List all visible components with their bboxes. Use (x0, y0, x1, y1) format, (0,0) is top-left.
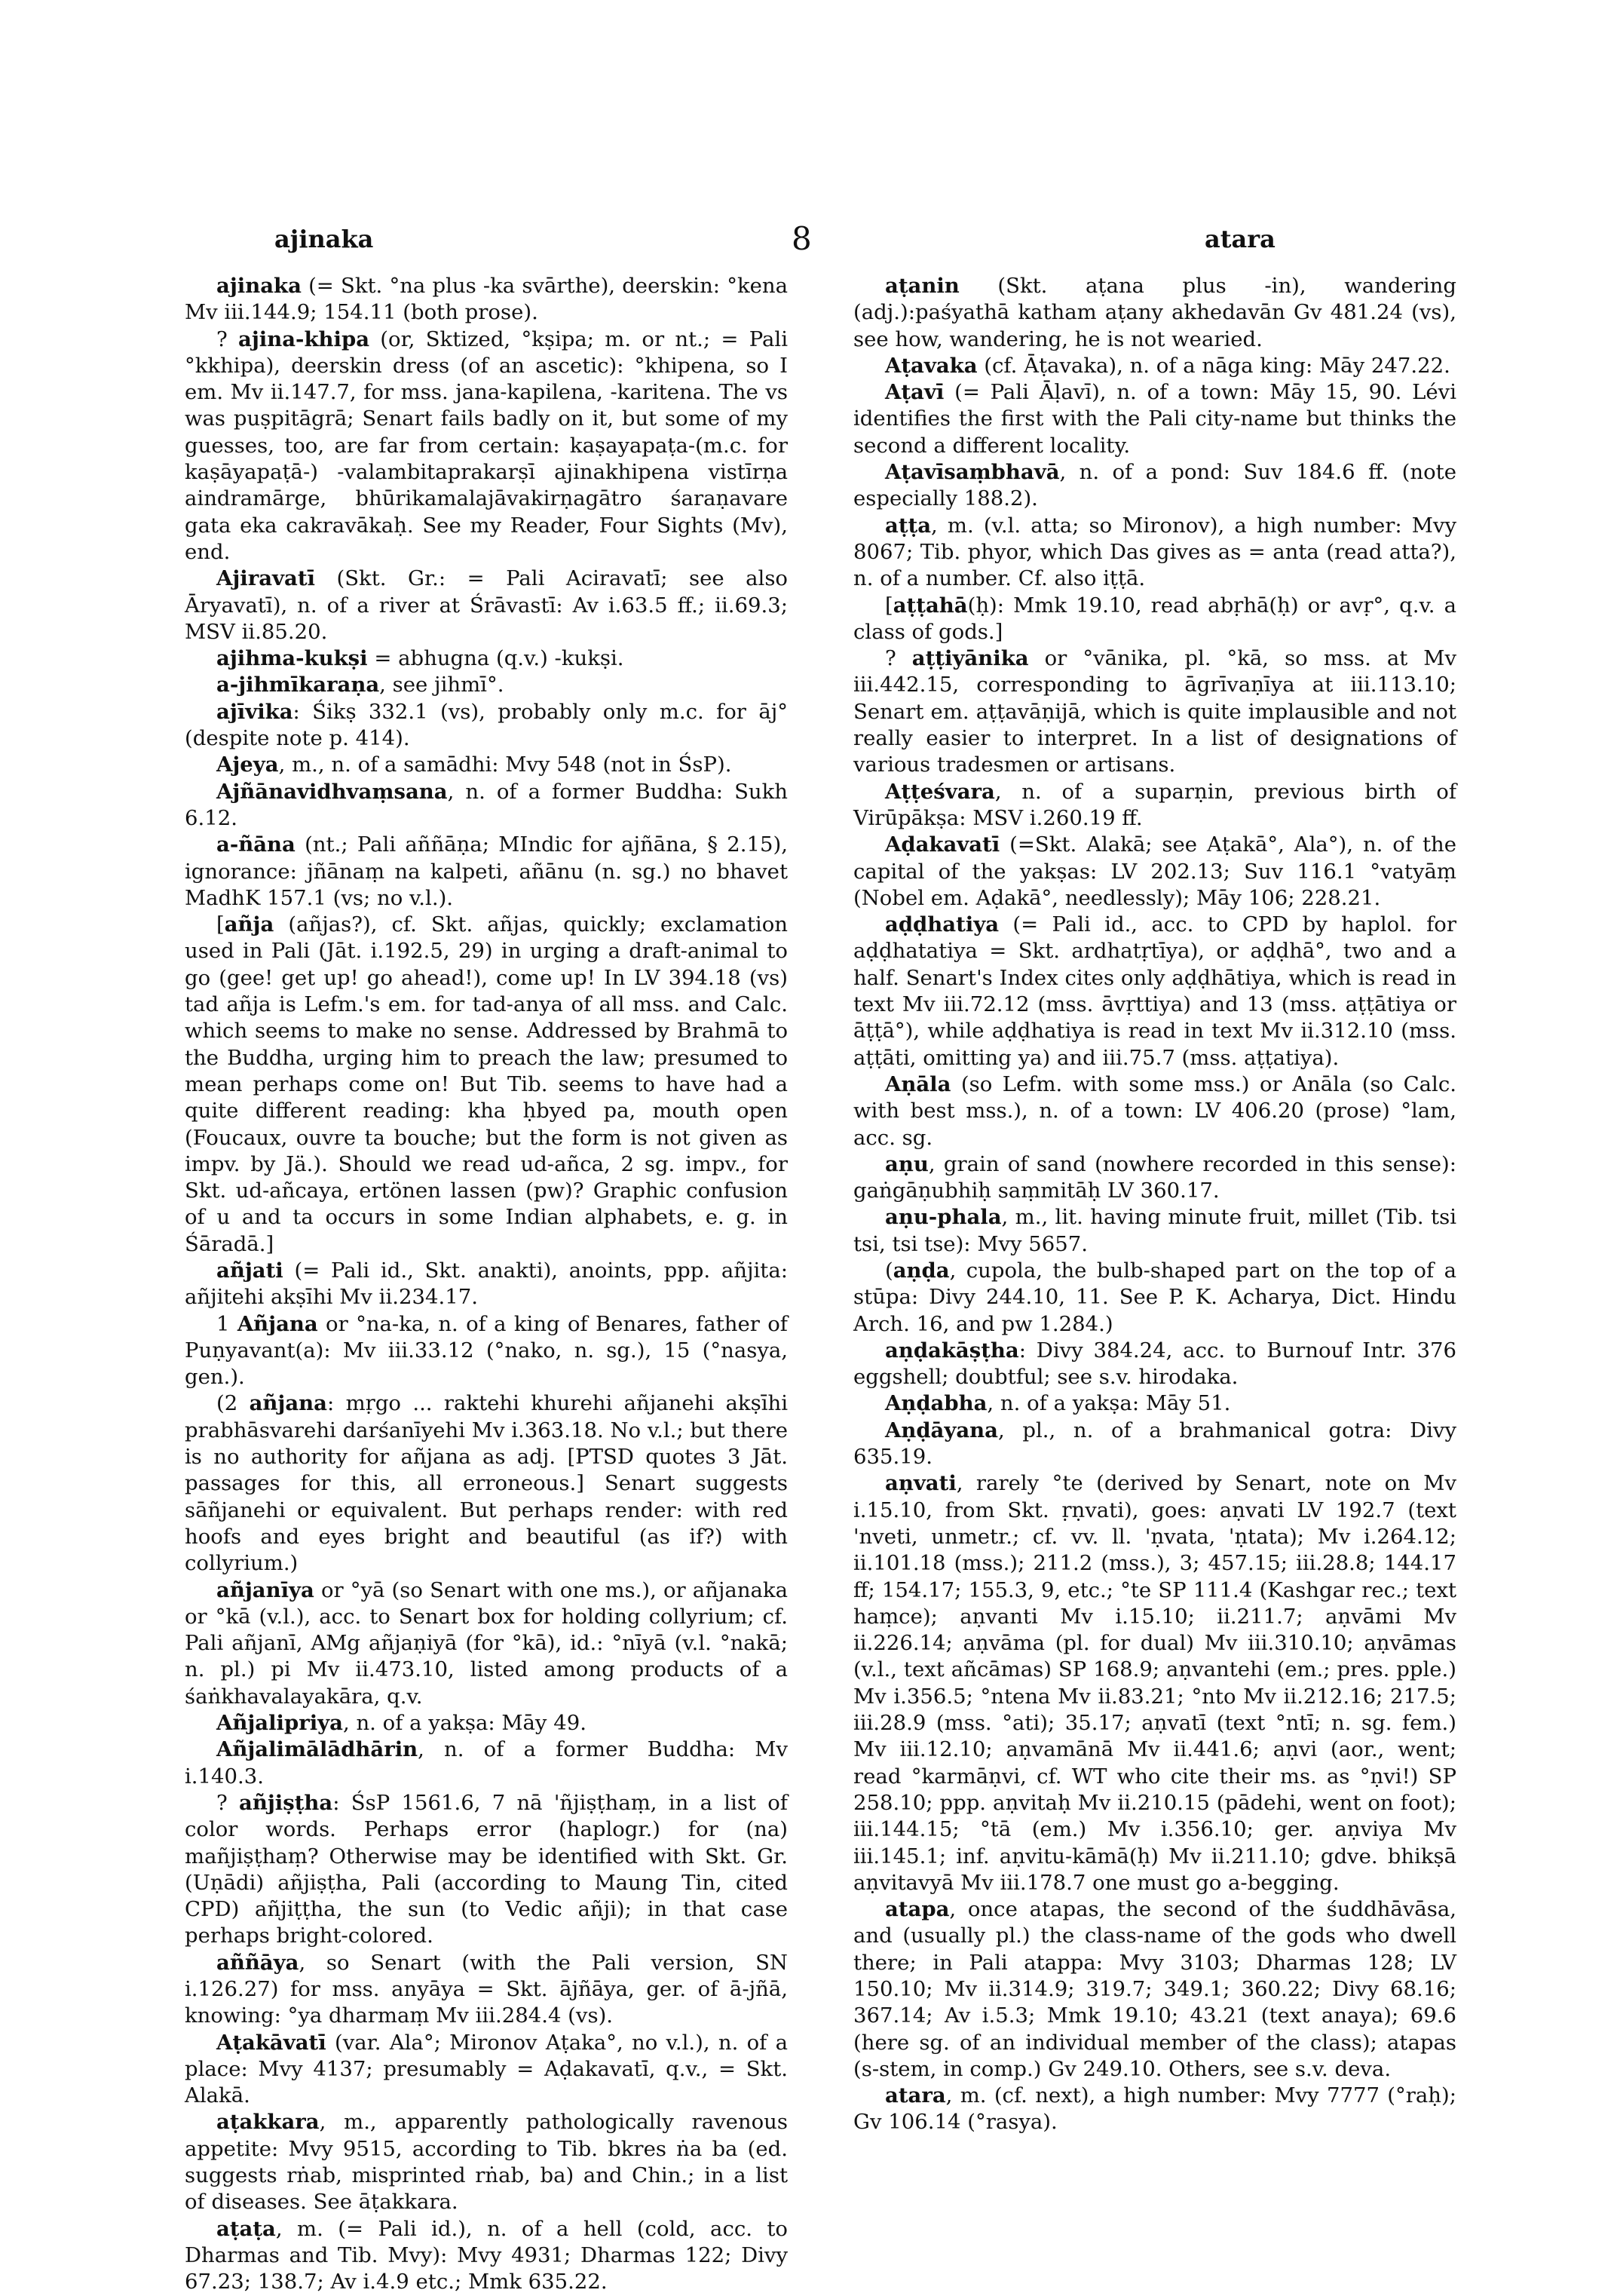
dictionary-entry: Aṇḍāyana, pl., n. of a brahmanical gotra: Divy 635.19. (853, 1418, 1456, 1470)
left-guide-word: ajinaka (274, 225, 374, 253)
dictionary-entry: aṇḍakāṣṭha: Divy 384.24, acc. to Burnouf Intr. 376 eggshell; doubtful; see s.v. hirodaka. (853, 1338, 1456, 1390)
entry-headword: aṭaṭa (216, 2216, 276, 2241)
entry-headword: Ajeya (216, 753, 279, 777)
entry-headword: Aṭavaka (885, 353, 978, 378)
dictionary-entry: Añjalimālādhārin, n. of a former Buddha: Mv i.140.3. (185, 1737, 788, 1789)
entry-headword: ajihma-kukṣi (216, 646, 368, 671)
dictionary-entry: 1 Añjana or °na-ka, n. of a king of Benares, father of Puṇyavant(a): Mv iii.33.12 (°nako, n. sg.), 15 (°nasya, gen.). (185, 1311, 788, 1390)
entry-headword: aṇvati (885, 1471, 957, 1496)
entry-headword: aṭṭahā (893, 593, 968, 618)
dictionary-entry: (aṇḍa, cupola, the bulb-shaped part on the top of a stūpa: Divy 244.10, 11. See P. K. Acharya, Dict. Hindu Arch. 16, and pw 1.284.) (853, 1258, 1456, 1336)
dictionary-entry: Aḍakavatī (=Skt. Alakā; see Aṭakā°, Ala°), n. of the capital of the yakṣas: LV 202.13; Suv 116.1 °vatyāṃ (Nobel em. Aḍakā°, needlessly); Māy 106; 228.21. (853, 832, 1456, 910)
dictionary-entry: (2 añjana: mṛgo ... raktehi khurehi añjanehi akṣīhi prabhāsvarehi darśanīyehi Mv i.363.18. No v.l.; but there is no authority for añjana as adj. [PTSD quotes 3 Jāt. passages for this, all erroneous.] Senart suggests sāñjanehi or equivalent. But perhaps render: with red hoofs and eyes bright and beautiful (as if?) with collyrium.) (185, 1391, 788, 1576)
dictionary-entry: Ajiravatī (Skt. Gr.: = Pali Aciravatī; see also Āryavatī), n. of a river at Śrāvastī: Av i.63.5 ff.; ii.69.3; MSV ii.85.20. (185, 566, 788, 644)
entry-headword: Ajiravatī (216, 566, 315, 591)
dictionary-entry: aññāya, so Senart (with the Pali version, SN i.126.27) for mss. anyāya = Skt. ājñāya, ger. of ā-jñā, knowing: °ya dharmaṃ Mv iii.284.4 (vs). (185, 1950, 788, 2028)
entry-headword: Aṇāla (885, 1071, 951, 1096)
right-column (853, 273, 1456, 2136)
dictionary-entry: aṇu-phala, m., lit. having minute fruit, millet (Tib. tsi tsi, tsi tse): Mvy 5657. (853, 1205, 1456, 1256)
dictionary-entry: Añjalipriya, n. of a yakṣa: Māy 49. (216, 1711, 586, 1736)
entry-headword: ajīvika (216, 699, 293, 724)
dictionary-entry: Aṭavaka (cf. Āṭavaka), n. of a nāga king: Māy 247.22. (885, 353, 1450, 378)
entry-headword: aṭṭa (885, 513, 932, 538)
entry-headword: Añjana (237, 1311, 318, 1336)
dictionary-entry: aṭṭa, m. (v.l. atta; so Mironov), a high number: Mvy 8067; Tib. phyor, which Das gives as = anta (read atta?), n. of a number. Cf. also iṭṭā. (853, 513, 1456, 591)
dictionary-entry: Aṭṭeśvara, n. of a suparṇin, previous birth of Virūpākṣa: MSV i.260.19 ff. (853, 779, 1456, 830)
entry-headword: aṇḍa (893, 1258, 950, 1283)
entry-headword: ajinaka (216, 274, 302, 298)
entry-headword: aṭṭiyānika (911, 646, 1029, 671)
dictionary-entry: aṭakkara, m., apparently pathologically ravenous appetite: Mvy 9515, according to Tib. bkres ṅa ba (ed. suggests rṅab, misprinted rṅab, ba) and Chin.; in a list of diseases. See āṭakkara. (185, 2110, 788, 2215)
entry-headword: añja (224, 912, 274, 937)
dictionary-entry: a-jihmīkaraṇa, see jihmī°. (216, 673, 504, 697)
entry-headword: Aṇḍāyana (885, 1418, 998, 1442)
dictionary-entry: [añja (añjas?), cf. Skt. añjas, quickly; exclamation used in Pali (Jāt. i.192.5, 29) in urging a draft-animal to go (gee! get up! go ahead!), come up! In LV 394.18 (vs) tad añja is Lefm.'s em. for tad-anya of all mss. and Calc. which seems to make no sense. Addressed by Brahmā to the Buddha, urging him to preach the law; presumed to mean perhaps come on! But Tib. seems to have had a quite different reading: kha ḥbyed pa, mouth open (Foucaux, ouvre ta bouche; but the form is not given as impv. by Jä.). Should we read ud-añca, 2 sg. impv., for Skt. ud-añcaya, ertönen lassen (pw)? Graphic confusion of u and ta occurs in some Indian alphabets, e. g. in Śāradā.] (185, 912, 788, 1256)
entry-headword: Aṭakāvatī (216, 2030, 326, 2055)
dictionary-entry: [aṭṭahā(ḥ): Mmk 19.10, read abṛhā(ḥ) or avṛ°, q.v. a class of gods.] (853, 593, 1456, 644)
dictionary-entry: ? añjiṣṭha: ŚsP 1561.6, 7 nā 'ñjiṣṭhaṃ, in a list of color words. Perhaps error (haplogr.) for (na) mañjiṣṭhaṃ? Otherwise may be identified with Skt. Gr. (Uṇādi) añjiṣṭha, Pali (according to Maung Tin, cited CPD) añjiṭṭha, the sun (to Vedic añji); in that case perhaps bright-colored. (185, 1790, 788, 1948)
entry-headword: Añjalipriya (216, 1711, 343, 1736)
entry-headword: atara (885, 2083, 946, 2108)
entry-headword: Aṭṭeśvara (885, 779, 995, 804)
running-header (0, 220, 1617, 262)
dictionary-entry: Aṇāla (so Lefm. with some mss.) or Anāla (so Calc. with best mss.), n. of a town: LV 406.20 (prose) °lam, acc. sg. (853, 1071, 1456, 1150)
dictionary-entry: Aṇḍabha, n. of a yakṣa: Māy 51. (885, 1391, 1231, 1416)
entry-headword: añjanīya (216, 1577, 314, 1602)
dictionary-entry: ajīvika: Śikṣ 332.1 (vs), probably only m.c. for āj° (despite note p. 414). (185, 699, 788, 751)
entry-headword: añjiṣṭha (239, 1790, 333, 1815)
page-number: 8 (792, 220, 812, 257)
dictionary-entry: ajinaka (= Skt. °na plus -ka svārthe), deerskin: °kena Mv iii.144.9; 154.11 (both prose). (185, 274, 788, 325)
dictionary-entry: aḍḍhatiya (= Pali id., acc. to CPD by haplol. for aḍḍhatatiya = Skt. ardhatṛtīya), or aḍḍhā°, two and a half. Senart's Index cites only aḍḍhātiya, which is read in text Mv iii.72.12 (mss. āvṛttiya) and 13 (mss. aṭṭātiya or āṭṭā°), while aḍḍhatiya is read in text Mv ii.312.10 (mss. aṭṭāti, omitting ya) and iii.75.7 (mss. aṭṭatiya). (853, 912, 1456, 1070)
dictionary-entry: Aṭavīsaṃbhavā, n. of a pond: Suv 184.6 ff. (note especially 188.2). (853, 460, 1456, 511)
entry-headword: Aṭavīsaṃbhavā (885, 460, 1060, 485)
dictionary-entry: atara, m. (cf. next), a high number: Mvy 7777 (°raḥ); Gv 106.14 (°rasya). (853, 2083, 1456, 2135)
entry-headword: a-jihmīkaraṇa (216, 673, 380, 697)
entry-headword: aḍḍhatiya (885, 912, 1000, 937)
dictionary-entry: ajihma-kukṣi = abhugna (q.v.) -kukṣi. (216, 646, 624, 671)
dictionary-entry: aṇu, grain of sand (nowhere recorded in this sense): gaṅgāṇubhiḥ saṃmitāḥ LV 360.17. (853, 1151, 1456, 1203)
entry-headword: atapa (885, 1897, 950, 1922)
entry-headword: a-ñāna (216, 832, 296, 857)
entry-headword: aṭakkara (216, 2110, 320, 2135)
entry-headword: ajina-khipa (238, 326, 370, 351)
entry-headword: aṇu-phala (885, 1205, 1002, 1230)
dictionary-entry: ? aṭṭiyānika or °vānika, pl. °kā, so mss. at Mv iii.442.15, corresponding to āgrīvaṇīya at iii.113.10; Senart em. aṭṭavāṇijā, which is quite implausible and not really easier to interpret. In a list of designations of various tradesmen or artisans. (853, 646, 1456, 777)
dictionary-entry: Aṭakāvatī (var. Ala°; Mironov Aṭaka°, no v.l.), n. of a place: Mvy 4137; presumably = Aḍakavatī, q.v., = Skt. Alakā. (185, 2030, 788, 2108)
dictionary-entry: añjanīya or °yā (so Senart with one ms.), or añjanaka or °kā (v.l.), acc. to Senart box for holding collyrium; cf. Pali añjanī, AMg añjaṇiyā (for °kā), id.: °nīyā (v.l. °nakā; n. pl.) pi Mv ii.473.10, listed among products of a śaṅkhavalayakāra, q.v. (185, 1577, 788, 1709)
entry-headword: añjana (249, 1391, 327, 1416)
entry-headword: Aṭavī (885, 380, 945, 405)
right-guide-word: atara (1205, 225, 1276, 253)
dictionary-entry: Ajñānavidhvaṃsana, n. of a former Buddha: Sukh 6.12. (185, 779, 788, 830)
entry-headword: Ajñānavidhvaṃsana (216, 779, 448, 804)
dictionary-entry: atapa, once atapas, the second of the śuddhāvāsa, and (usually pl.) the class-name of the gods who dwell there; in Pali atappa: Mvy 3103; Dharmas 128; LV 150.10; Mv ii.314.9; 319.7; 349.1; 360.22; Divy 68.16; 367.14; Av i.5.3; Mmk 19.10; 43.21 (text anaya); 69.6 (here sg. of an individual member of the class); atapas (s-stem, in comp.) Gv 249.10. Others, see s.v. deva. (853, 1897, 1456, 2081)
entry-headword: Aḍakavatī (885, 832, 1000, 857)
left-column (185, 273, 788, 2296)
dictionary-entry: aṭaṭa, m. (= Pali id.), n. of a hell (cold, acc. to Dharmas and Tib. Mvy): Mvy 4931; Dharmas 122; Divy 67.23; 138.7; Av i.4.9 etc.; Mmk 635.22. (185, 2216, 788, 2294)
dictionary-entry: aṭanin (Skt. aṭana plus -in), wandering (adj.):paśyathā katham aṭany akhedavān Gv 481.24 (vs), see how, wandering, he is not wearied. (853, 274, 1456, 351)
dictionary-entry: aṇvati, rarely °te (derived by Senart, note on Mv i.15.10, from Skt. ṛṇvati), goes: aṇvati LV 192.7 (text 'nveti, unmetr.; cf. vv. ll. 'ṇvata, 'ṇtata); Mv i.264.12; ii.101.18 (mss.); 211.2 (mss.), 3; 457.15; iii.28.8; 144.17 ff; 154.17; 155.3, 9, etc.; °te SP 111.4 (Kashgar rec.; text haṃce); aṇvanti Mv i.15.10; ii.211.7; aṇvāmi Mv ii.226.14; aṇvāma (pl. for dual) Mv iii.310.10; aṇvāmas (v.l., text añcāmas) SP 168.9; aṇvantehi (em.; pres. pple.) Mv i.356.5; °ntena Mv ii.83.21; °nto Mv ii.212.16; 217.5; iii.28.9 (mss. °ati); 35.17; aṇvatī (text °ntī; n. sg. fem.) Mv iii.12.10; aṇvamānā Mv ii.441.6; aṇvi (aor., went; read °karmāṇvi, cf. WT who cite their ms. as °ṇvi!) SP 258.10; ppp. aṇvitaḥ Mv ii.210.15 (pādehi, went on foot); iii.144.15; °tā (em.) Mv i.356.10; ger. aṇviya Mv iii.145.1; inf. aṇvitu-kāmā(ḥ) Mv ii.211.10; gdve. bhikṣā aṇvitavyā Mv iii.178.7 one must go a-begging. (853, 1471, 1456, 1895)
entry-headword: Añjalimālādhārin (216, 1737, 418, 1762)
entry-headword: Aṇḍabha (885, 1391, 988, 1416)
entry-headword: aññāya (216, 1950, 299, 1975)
entry-headword: añjati (216, 1258, 283, 1283)
dictionary-entry: Aṭavī (= Pali Āḷavī), n. of a town: Māy 15, 90. Lévi identifies the first with the Pali city-name but thinks the second a different locality. (853, 380, 1456, 458)
entry-headword: aṇḍakāṣṭha (885, 1338, 1019, 1363)
dictionary-entry: Ajeya, m., n. of a samādhi: Mvy 548 (not in ŚsP). (216, 753, 732, 777)
dictionary-entry: añjati (= Pali id., Skt. anakti), anoints, ppp. añjita: añjitehi akṣīhi Mv ii.234.17. (185, 1258, 788, 1310)
entry-headword: aṭanin (885, 274, 960, 298)
dictionary-entry: a-ñāna (nt.; Pali aññāṇa; MIndic for ajñāna, § 2.15), ignorance: jñānaṃ na kalpeti, añānu (n. sg.) no bhavet MadhK 157.1 (vs; no v.l.). (185, 832, 788, 910)
dictionary-entry: ? ajina-khipa (or, Sktized, °kṣipa; m. or nt.; = Pali °kkhipa), deerskin dress (of an ascetic): °khipena, so I em. Mv ii.147.7, for mss. jana-kapilena, -karitena. The vs was puṣpitāgrā; Senart fails badly on it, but some of my guesses, too, are far from certain: kaṣayapaṭa-(m.c. for kaṣāyapaṭā-) -valambitaprakarṣī ajinakhipena vistīrṇa aindramārge, bhūrikamalajāvakirṇagātro śaraṇavare gata eka cakravākaḥ. See my Reader, Four Sights (Mv), end. (185, 326, 788, 564)
entry-headword: aṇu (885, 1151, 929, 1176)
